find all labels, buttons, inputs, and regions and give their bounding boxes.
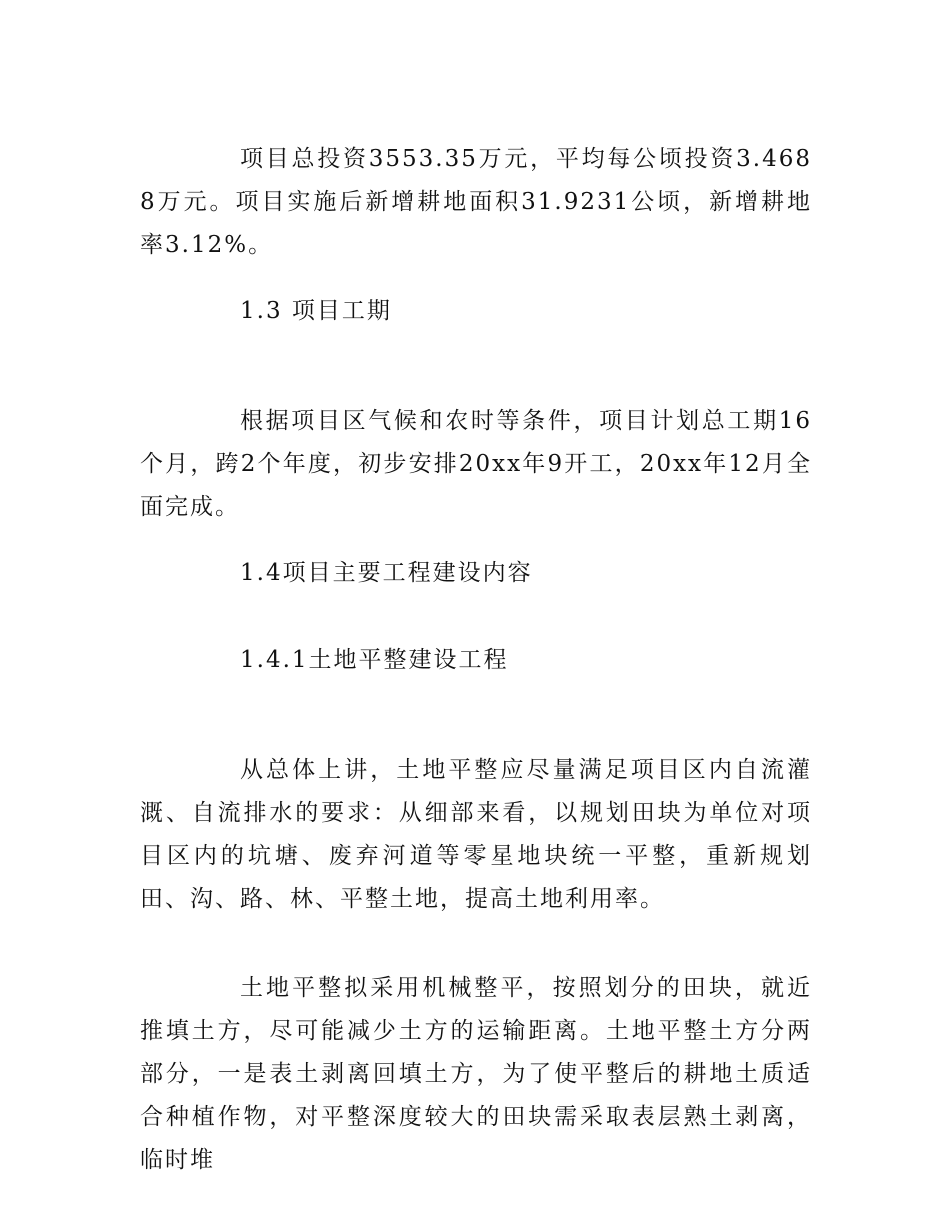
- paragraph-schedule: 根据项目区气候和农时等条件，项目计划总工期16个月，跨2个年度，初步安排20xx年9开工，20xx年12月全面完成。: [140, 408, 812, 520]
- heading-project-schedule: 1.3 项目工期: [240, 298, 392, 324]
- heading-land-leveling: 1.4.1土地平整建设工程: [240, 647, 509, 673]
- heading-main-construction: 1.4项目主要工程建设内容: [240, 560, 533, 586]
- paragraph-leveling-method: 土地平整拟采用机械整平，按照划分的田块，就近推填土方，尽可能减少土方的运输距离。土地平整土方分两部分，一是表土剥离回填土方，为了使平整后的耕地土质适合种植作物，对平整深度较大的田块需采取表层熟土剥离，临时堆: [140, 975, 812, 1173]
- paragraph-investment: 项目总投资3553.35万元，平均每公顷投资3.4688万元。项目实施后新增耕地面积31.9231公顷，新增耕地率3.12%。: [140, 146, 812, 258]
- paragraph-leveling-overview: 从总体上讲，土地平整应尽量满足项目区内自流灌溉、自流排水的要求：从细部来看，以规划田块为单位对项目区内的坑塘、废弃河道等零星地块统一平整，重新规划田、沟、路、林、平整土地，提高土地利用率。: [140, 757, 812, 912]
